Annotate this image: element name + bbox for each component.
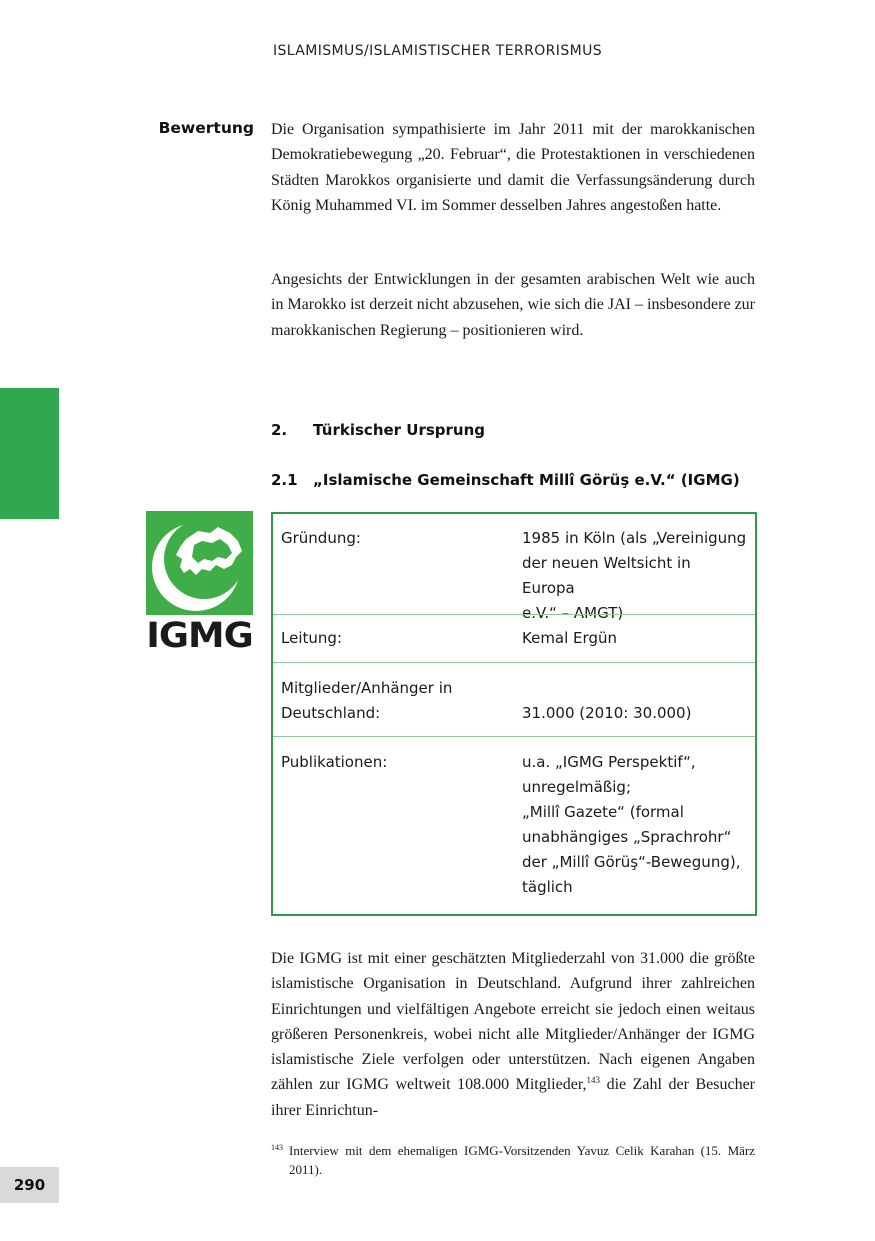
assessment-paragraph-1: Die Organisation sympathisierte im Jahr 2011 mit der marokkanischen Demokratiebewegung „20. Februar“, die Protestaktionen in verschiedenen Städten Marokkos organisierte und damit die Verfassungsänderung durch König Muhammed VI. im Sommer desselben Jahres angestoßen hatte.: [271, 121, 755, 214]
publications-value-line: unabhängiges „Sprachrohr“: [522, 828, 732, 846]
organization-info-box: [271, 512, 757, 916]
footnote: [271, 1141, 755, 1179]
info-row-divider: [273, 614, 755, 615]
founding-value-line: 1985 in Köln (als „Vereinigung: [522, 529, 747, 547]
logo-emblem-icon: [146, 511, 253, 615]
body-text-before-ref: Die IGMG ist mit einer geschätzten Mitgliederzahl von 31.000 die größte islamistische Organisation in Deutschland. Aufgrund ihrer zahlreichen Einrichtungen und vielfältigen Angebote erreicht sie jedoch einen weitaus größeren Personenkreis, wobei nicht alle Mitglieder/Anhänger der IGMG islamistische Ziele verfolgen oder unterstützen. Nach eigenen Angaben zählen zur IGMG weltweit 108.000 Mitglieder,: [271, 950, 755, 1094]
assessment-paragraph-2: Angesichts der Entwicklungen in der gesamten arabischen Welt wie auch in Marokko ist derzeit nicht abzusehen, wie sich die JAI – insbesondere zur marokkanischen Regierung – positionieren wird.: [271, 271, 755, 339]
logo-wordmark: IGMG: [146, 616, 253, 656]
founding-label: Gründung:: [281, 529, 361, 547]
founding-value-line: e.V.“ – AMGT): [522, 604, 624, 622]
publications-value-line: unregelmäßig;: [522, 778, 631, 796]
members-value: 31.000 (2010: 30.000): [522, 704, 692, 722]
founding-value-line: der neuen Weltsicht in Europa: [522, 554, 691, 597]
body-paragraph: [271, 946, 755, 1123]
assessment-label: Bewertung: [158, 119, 254, 137]
publications-value-line: „Millî Gazete“ (formal: [522, 803, 684, 821]
members-label: [281, 676, 511, 726]
publications-value: [522, 750, 747, 900]
publications-value-line: täglich: [522, 878, 573, 896]
subsection-number: 2.1: [271, 471, 298, 489]
info-row-divider: [273, 736, 755, 737]
members-label-line: Deutschland:: [281, 704, 381, 722]
publications-value-line: der „Millî Görüş“-Bewegung),: [522, 853, 741, 871]
footnote-reference[interactable]: 143: [586, 1075, 601, 1086]
subsection-heading: [271, 471, 740, 489]
section-number: 2.: [271, 421, 288, 439]
chapter-marker-tab: [0, 388, 59, 519]
subsection-title: „Islamische Gemeinschaft Millî Görüş e.V.“ (IGMG): [313, 471, 740, 489]
body-text-after-ref: die Zahl der Besucher ihrer Einrichtun-: [271, 1076, 756, 1119]
members-label-line: Mitglieder/Anhänger in: [281, 679, 453, 697]
section-title: Türkischer Ursprung: [313, 421, 486, 439]
publications-value-line: u.a. „IGMG Perspektif“,: [522, 753, 696, 771]
founding-value: [522, 526, 747, 626]
footnote-number: 143: [271, 1143, 283, 1152]
info-row-divider: [273, 662, 755, 663]
running-header: ISLAMISMUS/ISLAMISTISCHER TERRORISMUS: [272, 43, 603, 59]
leadership-label: Leitung:: [281, 629, 342, 647]
section-heading: [271, 421, 485, 439]
igmg-logo: [146, 511, 253, 655]
leadership-value: Kemal Ergün: [522, 629, 617, 647]
page-number: 290: [0, 1167, 59, 1203]
footnote-text: Interview mit dem ehemaligen IGMG-Vorsitzenden Yavuz Celik Karahan (15. März 2011).: [289, 1143, 755, 1177]
publications-label: Publikationen:: [281, 753, 388, 771]
